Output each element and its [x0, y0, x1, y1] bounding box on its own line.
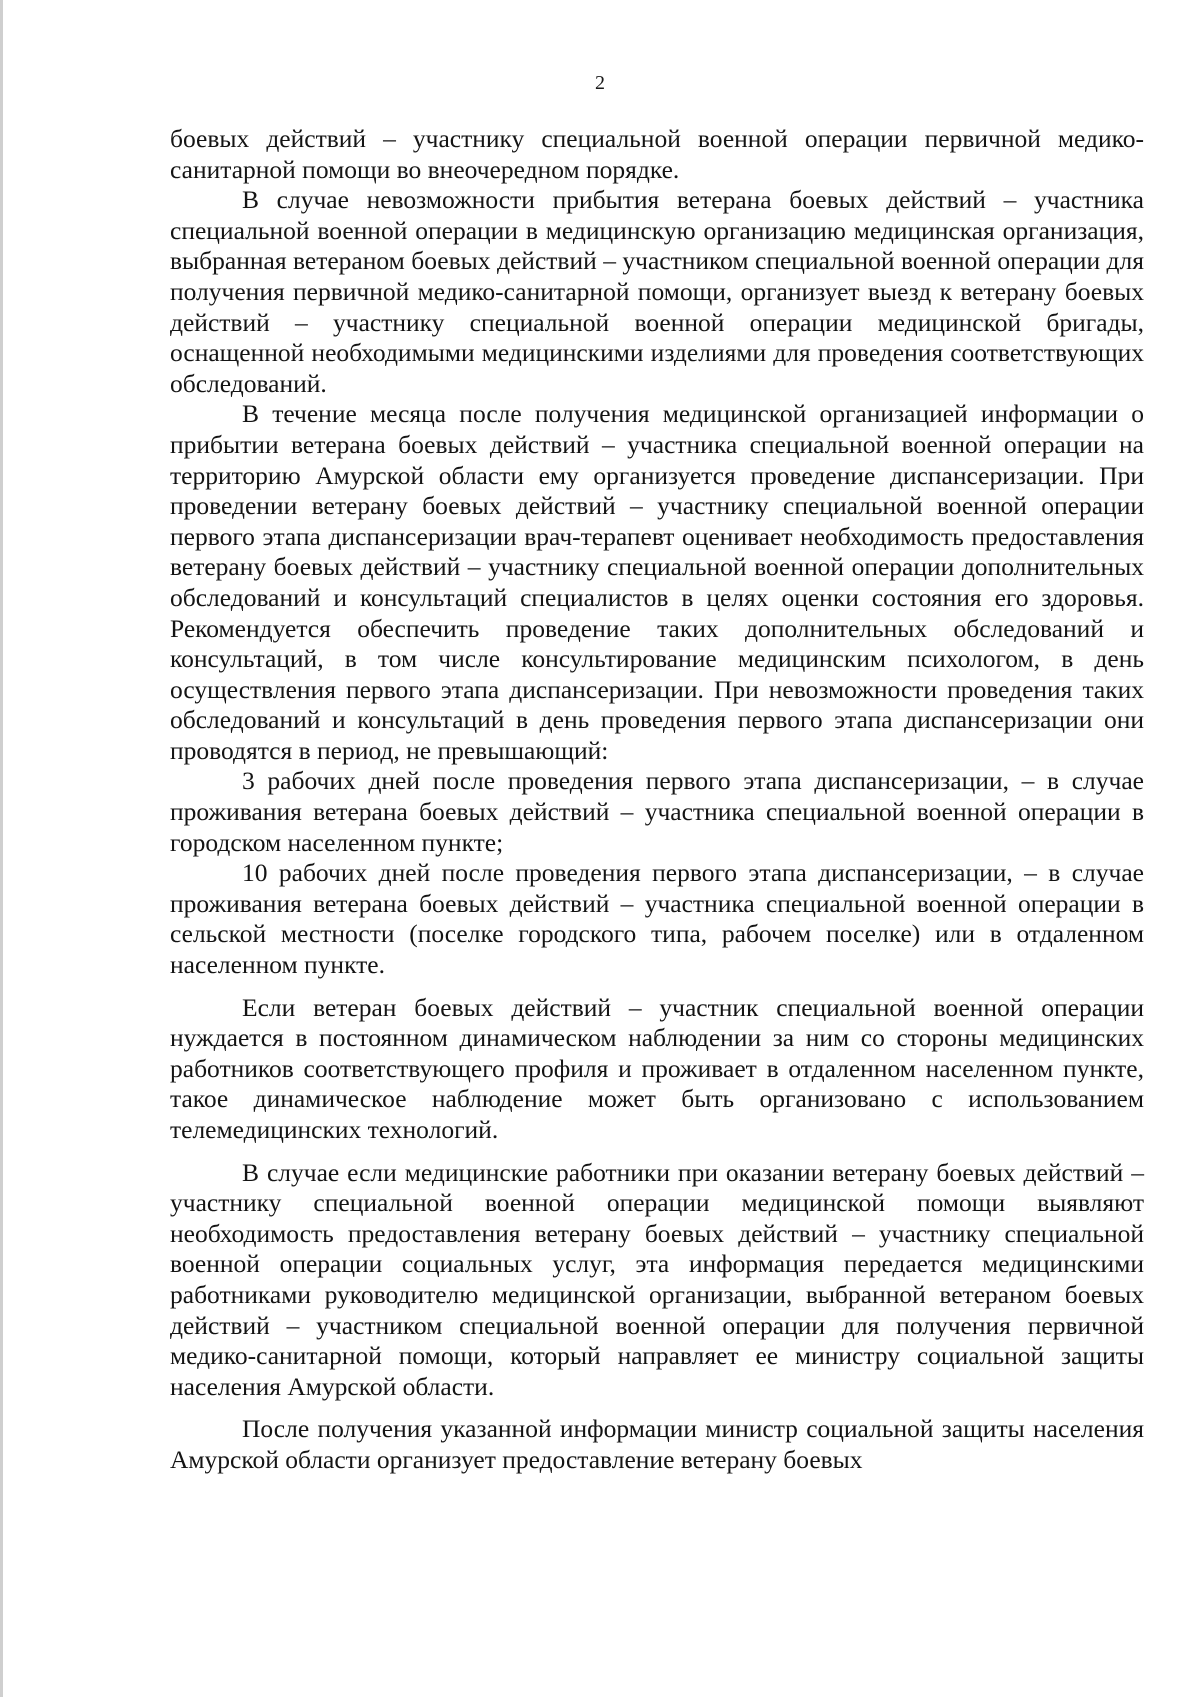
paragraph-5: 10 рабочих дней после проведения первого этапа диспансеризации, – в случае проживания ветерана боевых действий – участника специальной военной операции в сельской местности (поселке городского типа, рабочем поселке) или в отдаленном населенном пункте.: [170, 858, 1144, 980]
paragraph-8: После получения указанной информации министр социальной защиты населения Амурской области организует предоставление ветерану боевых: [170, 1414, 1144, 1474]
paragraph-6: Если ветеран боевых действий – участник специальной военной операции нуждается в постоянном динамическом наблюдении за ним со стороны медицинских работников соответствующего профиля и проживает в отдаленном населенном пункте, такое динамическое наблюдение может быть организовано с использованием телемедицинских технологий.: [170, 992, 1144, 1144]
document-body: [170, 124, 1144, 1476]
paragraph-3: В течение месяца после получения медицинской организацией информации о прибытии ветерана боевых действий – участника специальной военной операции на территорию Амурской области ему организуется проведение диспансеризации. При проведении ветерану боевых действий – участнику специальной военной операции первого этапа диспансеризации врач-терапевт оценивает необходимость предоставления ветерану боевых действий – участнику специальной военной операции дополнительных обследований и консультаций специалистов в целях оценки состояния его здоровья. Рекомендуется обеспечить проведение таких дополнительных обследований и консультаций, в том числе консультирование медицинским психологом, в день осуществления первого этапа диспансеризации. При невозможности проведения таких обследований и консультаций в день проведения первого этапа диспансеризации они проводятся в период, не превышающий:: [170, 399, 1144, 765]
page-number: 2: [595, 72, 605, 94]
paragraph-7: В случае если медицинские работники при оказании ветерану боевых действий – участнику специальной военной операции медицинской помощи выявляют необходимость предоставления ветерану боевых действий – участнику специальной военной операции социальных услуг, эта информация передается медицинскими работниками руководителю медицинской организации, выбранной ветераном боевых действий – участником специальной военной операции для получения первичной медико-санитарной помощи, который направляет ее министру социальной защиты населения Амурской области.: [170, 1157, 1144, 1401]
paragraph-4: 3 рабочих дней после проведения первого этапа диспансеризации, – в случае проживания ветерана боевых действий – участника специальной военной операции в городском населенном пункте;: [170, 766, 1144, 857]
scan-edge-shadow: [0, 0, 3, 1697]
paragraph-2: В случае невозможности прибытия ветерана боевых действий – участника специальной военной операции в медицинскую организацию медицинская организация, выбранная ветераном боевых действий – участником специальной военной операции для получения первичной медико-санитарной помощи, организует выезд к ветерану боевых действий – участнику специальной военной операции медицинской бригады, оснащенной необходимыми медицинскими изделиями для проведения соответствующих обследований.: [170, 185, 1144, 398]
paragraph-1: боевых действий – участнику специальной военной операции первичной медико-санитарной помощи во внеочередном порядке.: [170, 124, 1144, 184]
